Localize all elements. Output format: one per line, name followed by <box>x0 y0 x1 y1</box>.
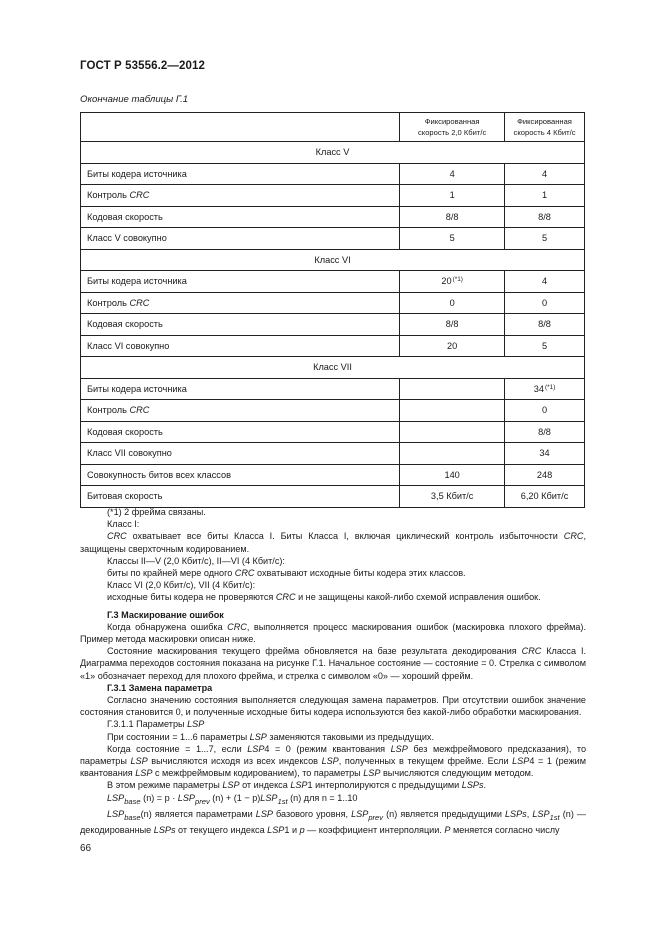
paragraph: Состояние маскирования текущего фрейма обновляется на базе результата декодирования CRC Класса I. Диаграмма переходов состояния показана на рисунке Г.1. Начальное состояние — состояние = 0. Стрелка с символом «1» обозначает переход для плохого фрейма, и стрелка с символом «0» — хороший фрейм. <box>80 646 586 681</box>
table-row: Класс VI совокупно 20 5 <box>81 335 585 357</box>
paragraph: При состоянии = 1...6 параметры LSP заменяются таковыми из предыдущих. <box>107 731 434 742</box>
page-number: 66 <box>80 843 92 854</box>
table-row: Кодовая скорость 8/8 8/8 <box>81 314 585 336</box>
bit-allocation-table <box>80 112 585 508</box>
header-cell-2kbps: Фиксированная скорость 2,0 Кбит/с <box>400 113 505 142</box>
paragraph: В этом режиме параметры LSP от индекса LSP1 интерполируются с предыдущими LSPs. <box>107 780 487 791</box>
interpolation-equation: $LSP_{base}$ $(n) = p \cdot LSP_{prev}$ $(n) + (1 - p)LSP_{1st}$ (n) для n = 1..10 <box>107 792 358 806</box>
footnote: (*1) 2 фрейма связаны. <box>107 507 206 517</box>
table-row: Контроль CRC 0 0 <box>81 292 585 314</box>
section-heading-g3: Г.3 Маскирование ошибок <box>107 609 224 620</box>
footnote-marker: (*1) <box>452 276 463 284</box>
footnote-marker: (*1) <box>544 383 556 391</box>
table-row: Кодовая скорость 8/8 8/8 <box>81 206 585 228</box>
table-row: Биты кодера источника 20$^{(*1)}$ 4 <box>81 271 585 293</box>
table-row: Контроль CRC 1 1 <box>81 185 585 207</box>
header-cell-4kbps: Фиксированная скорость 4 Кбит/с <box>505 113 585 142</box>
table-row: Кодовая скорость 8/8 <box>81 421 585 443</box>
table-caption: Окончание таблицы Г.1 <box>80 94 189 105</box>
paragraph: исходные биты кодера не проверяются CRC и не защищены какой-либо схемой исправления ошибок. <box>107 592 541 603</box>
table-row: Класс V совокупно 5 5 <box>81 228 585 250</box>
totals-row: Совокупность битов всех классов 140 248 <box>81 464 585 486</box>
table-row: Биты кодера источника 34$^{(*1)}$ <box>81 378 585 400</box>
table-row: Контроль CRC 0 <box>81 400 585 422</box>
section-heading-g31: Г.3.1 Замена параметра <box>107 682 213 693</box>
header-cell-empty <box>81 113 400 142</box>
paragraph: Согласно значению состояния выполняется следующая замена параметров. При отсутствии ошибок значение состояния становится 0, и полученные исходные биты кодера используются без какой-либо обработки маскирования. <box>80 695 586 718</box>
class-heading-row: Класс VI <box>81 249 585 271</box>
class1-label: Класс I: <box>107 519 140 530</box>
paragraph: CRC охватывает все биты Класса I. Биты Класса I, включая циклический контроль избыточности CRC, защищены сверхточным кодированием. <box>80 531 586 554</box>
standard-header: ГОСТ Р 53556.2—2012 <box>80 60 205 72</box>
table-row: Биты кодера источника 4 4 <box>81 163 585 185</box>
class-heading-row: Класс V <box>81 142 585 164</box>
body-text <box>80 506 586 836</box>
paragraph: Когда обнаружена ошибка CRC, выполняется процесс маскирования ошибок (маскировка плохого фрейма). Пример метода маскировки описан ниже. <box>80 621 586 645</box>
table-row: Класс VII совокупно 34 <box>81 443 585 465</box>
paragraph: биты по крайней мере одного CRC охватывают исходные биты кодера этих классов. <box>107 568 466 579</box>
class67-label: Класс VI (2,0 Кбит/с), VII (4 Кбит/с): <box>107 580 256 591</box>
subsection-heading: Г.3.1.1 Параметры LSP <box>107 719 205 730</box>
classes-label: Классы II—V (2,0 Кбит/с), II—VI (4 Кбит/с): <box>107 555 285 566</box>
paragraph: $LSP_{base}(n)$ является параметрами LSP базового уровня, $LSP_{prev}$ (n) является предыдущими LSPs, $LSP_{1st}$ (n) — декодированные LSPs от текущего индекса LSP1 и p — коэффициент интерполяции. P меняется согласно числу <box>80 808 587 835</box>
paragraph: Когда состояние = 1...7, если LSP4 = 0 (режим квантования LSP без межфреймового предсказания), то параметры LSP вычисляются исходя из всех индексов LSP, полученных в текущем фрейме. Если LSP4 = 1 (режим квантования LSP с межфреймовым кодированием), то параметры LSP вычисляются следующим методом. <box>80 743 587 779</box>
bitrate-row: Битовая скорость 3,5 Кбит/с 6,20 Кбит/с <box>81 486 585 508</box>
table-header-row <box>81 113 585 142</box>
class-heading-row: Класс VII <box>81 357 585 379</box>
